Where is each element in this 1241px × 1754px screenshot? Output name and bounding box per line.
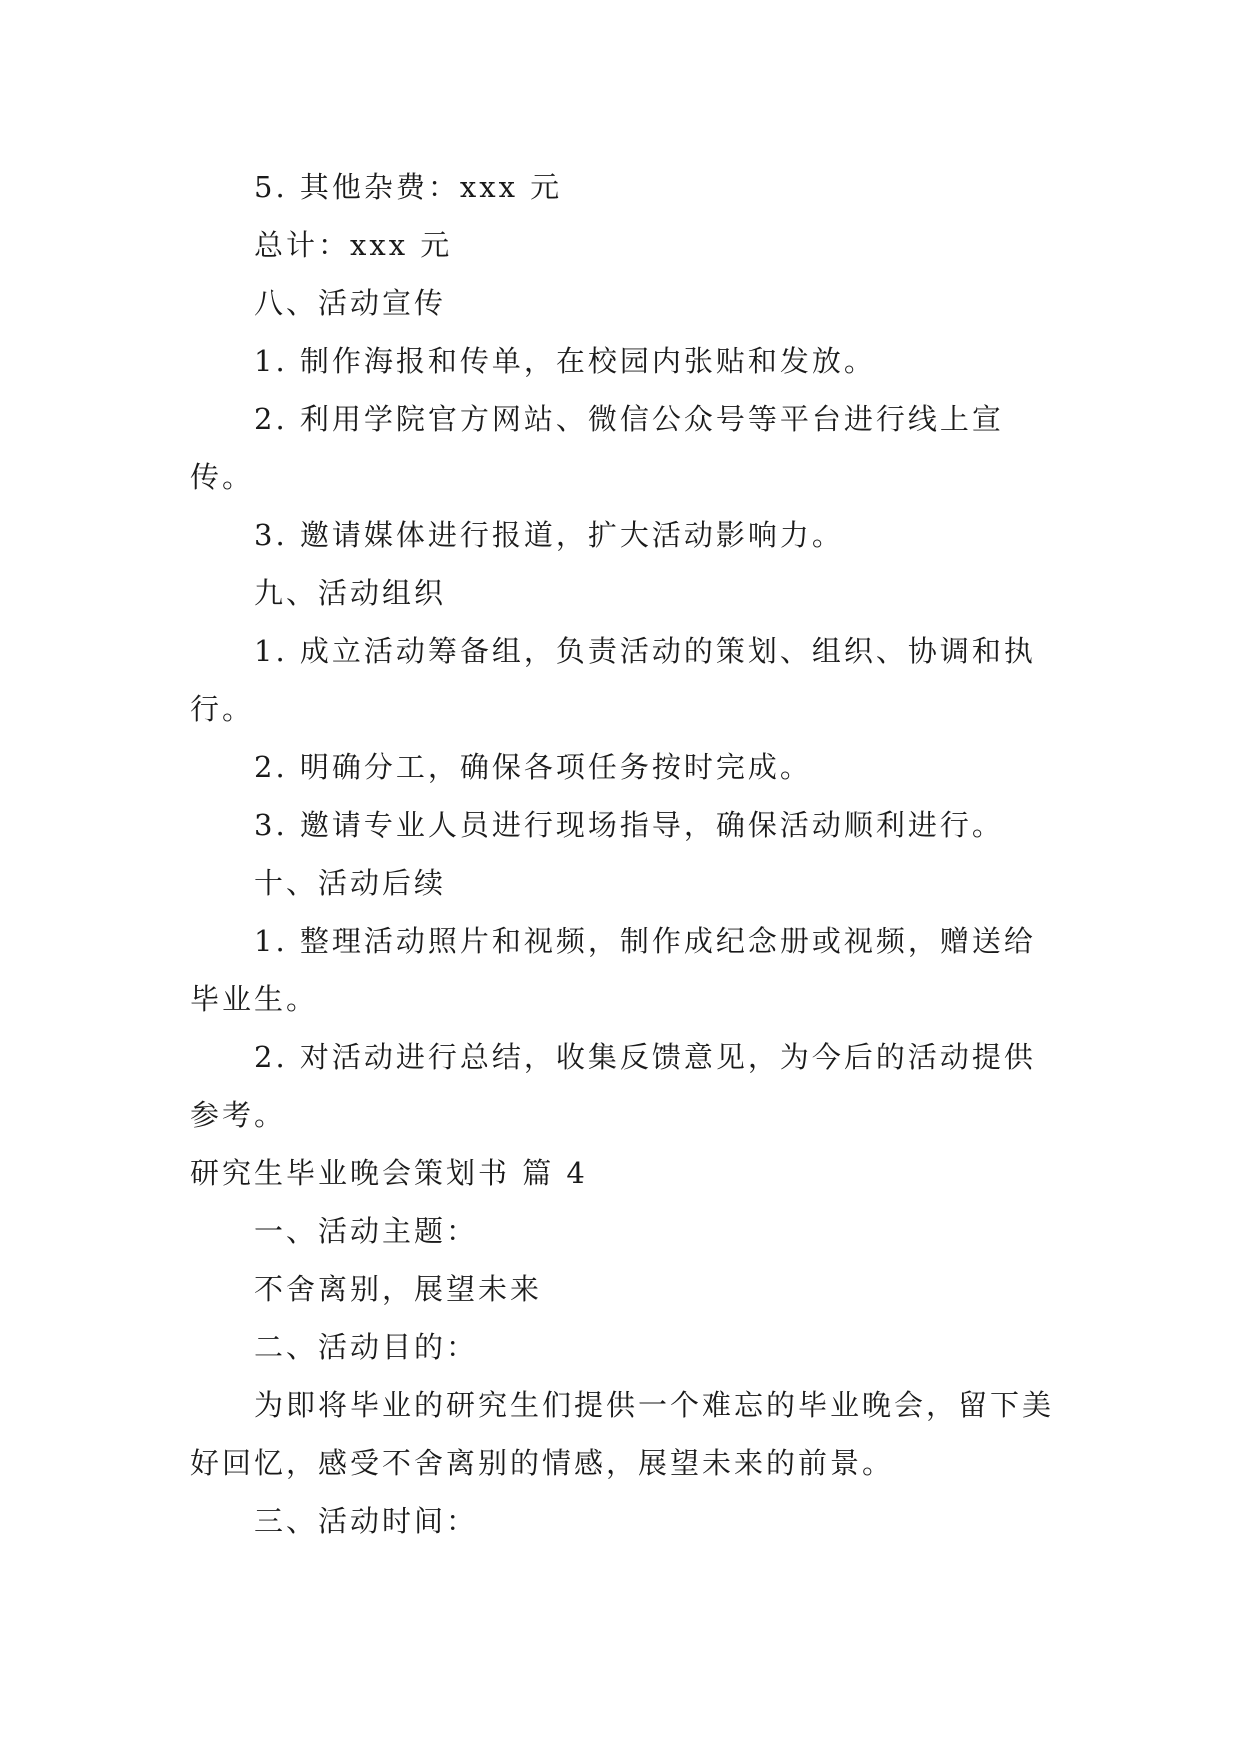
paragraph: 2. 利用学院官方网站、微信公众号等平台进行线上宣传。 [190,402,1004,494]
document-body [190,158,1060,1550]
paragraph: 2. 对活动进行总结，收集反馈意见，为今后的活动提供参考。 [190,1040,1036,1132]
section-heading: 三、活动时间： [254,1504,479,1538]
paragraph: 3. 邀请专业人员进行现场指导，确保活动顺利进行。 [254,808,1004,842]
section-heading: 一、活动主题： [254,1214,479,1248]
paragraph: 5. 其他杂费：xxx 元 [254,170,563,204]
document-title: 研究生毕业晚会策划书 篇 4 [190,1156,588,1190]
paragraph: 1. 制作海报和传单，在校园内张贴和发放。 [254,344,876,378]
paragraph: 1. 成立活动筹备组，负责活动的策划、组织、协调和执行。 [190,634,1036,726]
paragraph: 为即将毕业的研究生们提供一个难忘的毕业晚会，留下美好回忆，感受不舍离别的情感，展望未来的前景。 [190,1388,1055,1480]
section-heading: 八、活动宣传 [254,286,447,320]
section-heading: 十、活动后续 [254,866,447,900]
paragraph: 2. 明确分工，确保各项任务按时完成。 [254,750,812,784]
section-heading: 九、活动组织 [254,576,447,610]
paragraph: 总计：xxx 元 [254,228,453,262]
paragraph: 1. 整理活动照片和视频，制作成纪念册或视频，赠送给毕业生。 [190,924,1036,1016]
section-heading: 二、活动目的： [254,1330,479,1364]
paragraph: 3. 邀请媒体进行报道，扩大活动影响力。 [254,518,844,552]
paragraph: 不舍离别，展望未来 [254,1272,543,1306]
